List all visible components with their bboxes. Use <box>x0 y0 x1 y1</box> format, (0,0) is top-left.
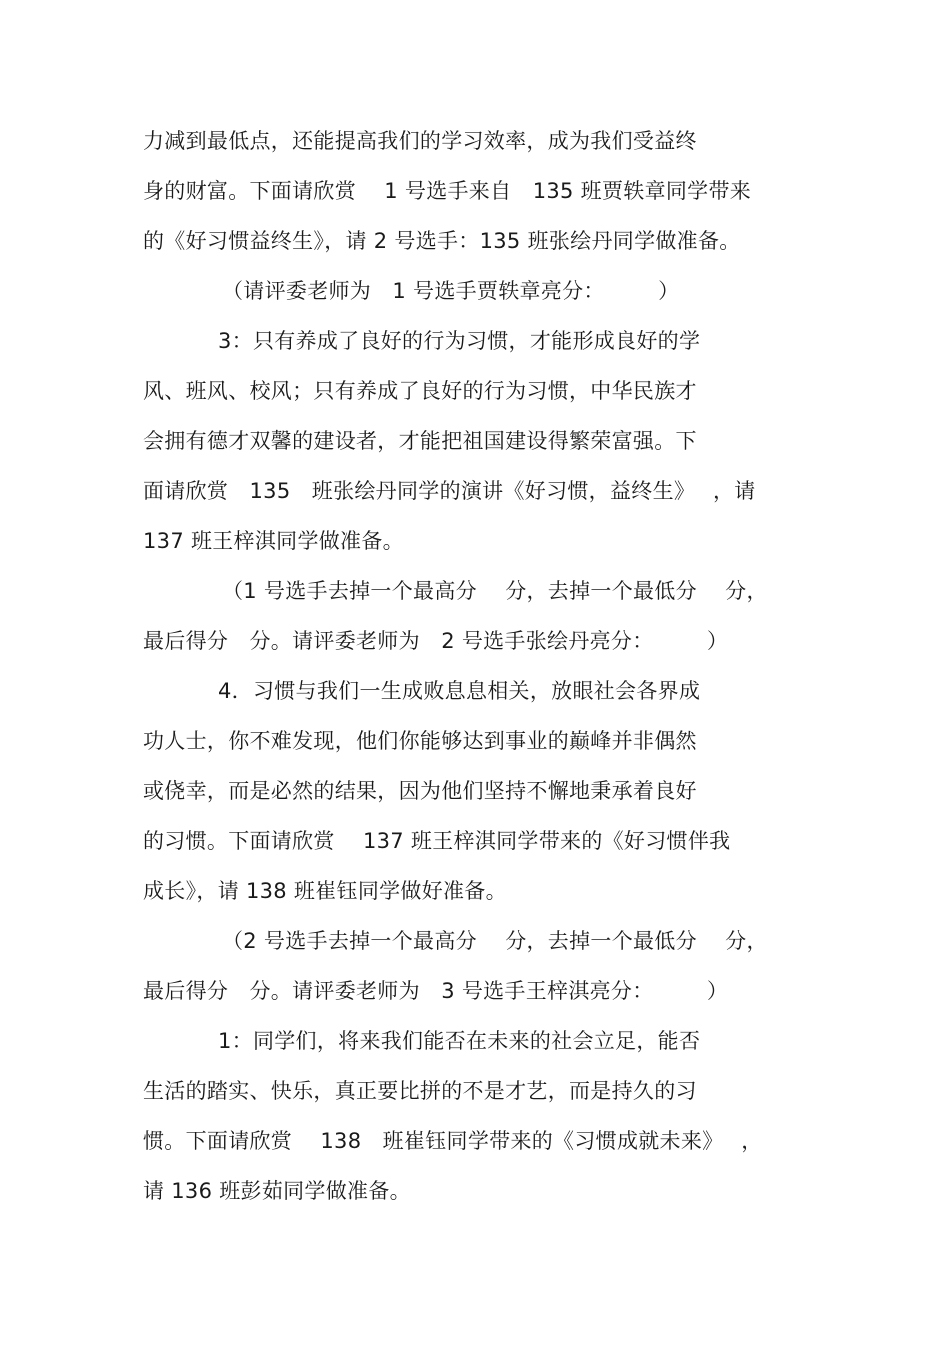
text-line: 会拥有德才双馨的建设者，才能把祖国建设得繁荣富强。下 <box>143 429 697 453</box>
text-line: （2 号选手去掉一个最高分 分，去掉一个最低分 分， <box>222 929 768 953</box>
text-line: 身的财富。下面请欣赏 1 号选手来自 135 班贾轶章同学带来 <box>143 179 752 203</box>
text-line: 面请欣赏 135 班张绘丹同学的演讲《好习惯，益终生》 ，请 <box>143 479 756 503</box>
text-line: 的《好习惯益终生》，请 2 号选手：135 班张绘丹同学做准备。 <box>143 229 741 253</box>
text-line: 惯。下面请欣赏 138 班崔钰同学带来的《习惯成就未来》 ， <box>143 1129 763 1153</box>
text-line: （1 号选手去掉一个最高分 分，去掉一个最低分 分， <box>222 579 768 603</box>
text-line: 3：只有养成了良好的行为习惯，才能形成良好的学 <box>218 329 701 353</box>
text-line: 1：同学们，将来我们能否在未来的社会立足，能否 <box>218 1029 701 1053</box>
text-line: 137 班王梓淇同学做准备。 <box>143 529 404 553</box>
text-line: 力减到最低点，还能提高我们的学习效率，成为我们受益终 <box>143 129 697 153</box>
text-line: 最后得分 分。请评委老师为 3 号选手王梓淇亮分： ） <box>143 979 729 1003</box>
text-line: 成长》，请 138 班崔钰同学做好准备。 <box>143 879 507 903</box>
text-line: 4．习惯与我们一生成败息息相关，放眼社会各界成 <box>218 679 701 703</box>
text-line: 功人士，你不难发现，他们你能够达到事业的巅峰并非偶然 <box>143 729 697 753</box>
text-line: 请 136 班彭茹同学做准备。 <box>143 1179 411 1203</box>
text-line: （请评委老师为 1 号选手贾轶章亮分： ） <box>222 279 680 303</box>
text-line: 生活的踏实、快乐，真正要比拼的不是才艺，而是持久的习 <box>143 1079 697 1103</box>
text-line: 的习惯。下面请欣赏 137 班王梓淇同学带来的《好习惯伴我 <box>143 829 731 853</box>
text-line: 风、班风、校风；只有养成了良好的行为习惯，中华民族才 <box>143 379 697 403</box>
text-line: 最后得分 分。请评委老师为 2 号选手张绘丹亮分： ） <box>143 629 729 653</box>
text-line: 或侥幸，而是必然的结果，因为他们坚持不懈地秉承着良好 <box>143 779 697 803</box>
